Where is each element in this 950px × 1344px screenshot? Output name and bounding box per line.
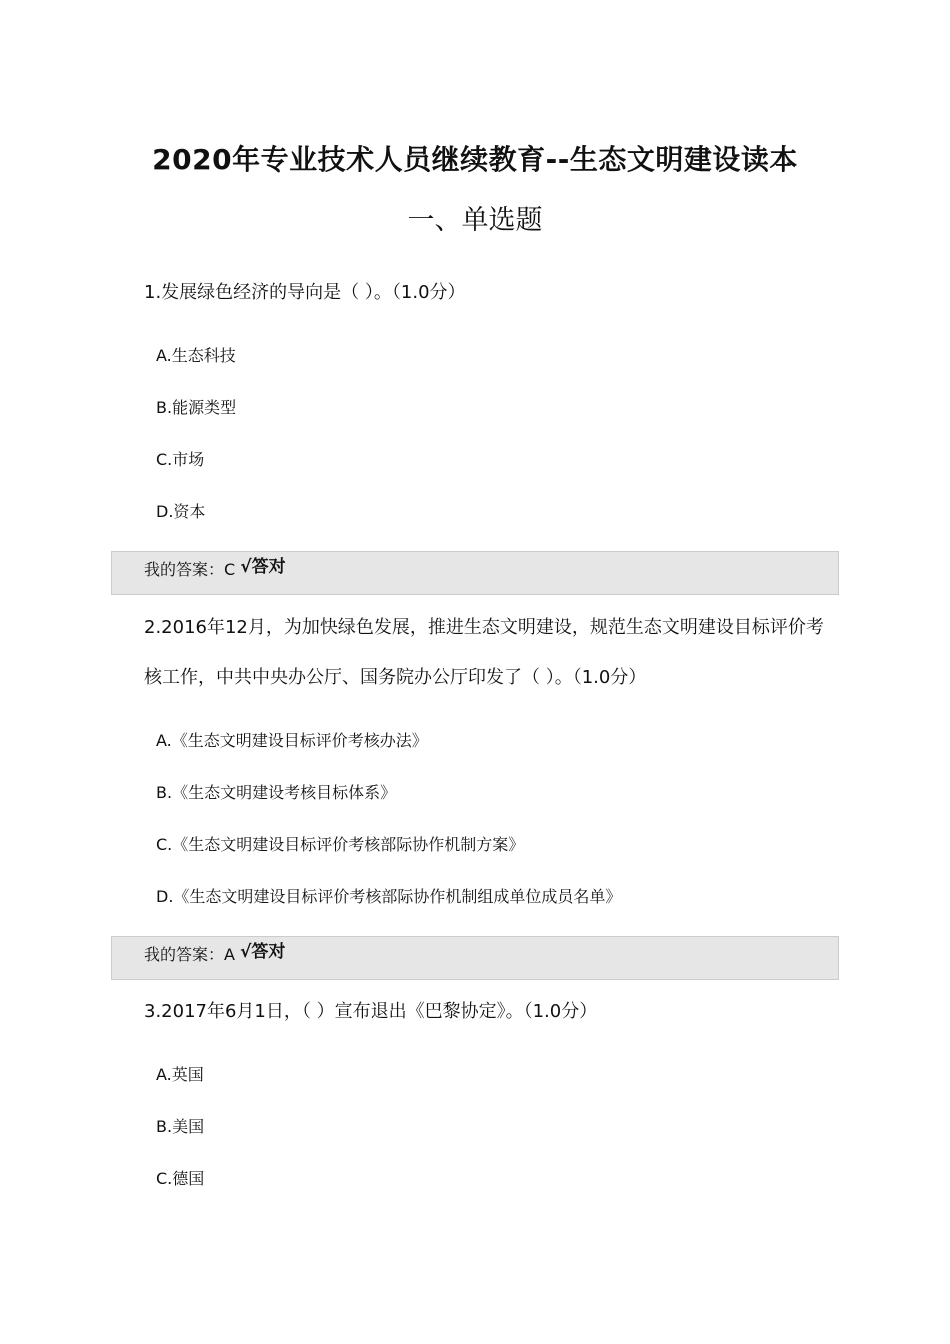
question-2-option-a: A.《生态文明建设目标评价考核办法》	[156, 731, 428, 750]
answer-label: 我的答案：A	[144, 945, 241, 964]
question-1-answer-bar	[111, 551, 839, 595]
question-1-option-d: D.资本	[156, 502, 206, 521]
question-2-option-d: D.《生态文明建设目标评价考核部际协作机制组成单位成员名单》	[156, 887, 622, 906]
question-1-option-a: A.生态科技	[156, 346, 236, 365]
question-3-option-b: B.美国	[156, 1117, 205, 1136]
question-1-stem: 1.发展绿色经济的导向是（ ）。（1.0分）	[144, 282, 466, 303]
question-3-option-a: A.英国	[156, 1065, 204, 1084]
question-1-option-b: B.能源类型	[156, 398, 237, 417]
question-2-answer-bar	[111, 936, 839, 980]
question-2-option-c: C.《生态文明建设目标评价考核部际协作机制方案》	[156, 835, 525, 854]
answer-label: 我的答案：C	[144, 560, 241, 579]
question-2-stem: 2.2016年12月，为加快绿色发展，推进生态文明建设，规范生态文明建设目标评价考核工作，中共中央办公厅、国务院办公厅印发了（ ）。（1.0分）	[144, 617, 824, 688]
question-2-answer	[144, 942, 285, 968]
question-3-stem: 3.2017年6月1日，（ ）宣布退出《巴黎协定》。（1.0分）	[144, 1001, 598, 1022]
document-title: 2020年专业技术人员继续教育--生态文明建设读本	[152, 143, 798, 176]
question-2-option-b: B.《生态文明建设考核目标体系》	[156, 783, 397, 802]
answer-result: √答对	[240, 557, 286, 577]
question-3-option-c: C.德国	[156, 1169, 205, 1188]
question-1-answer	[144, 557, 286, 583]
section-title: 一、单选题	[407, 205, 543, 236]
question-1-option-c: C.市场	[156, 450, 205, 469]
answer-result: √答对	[240, 942, 286, 962]
